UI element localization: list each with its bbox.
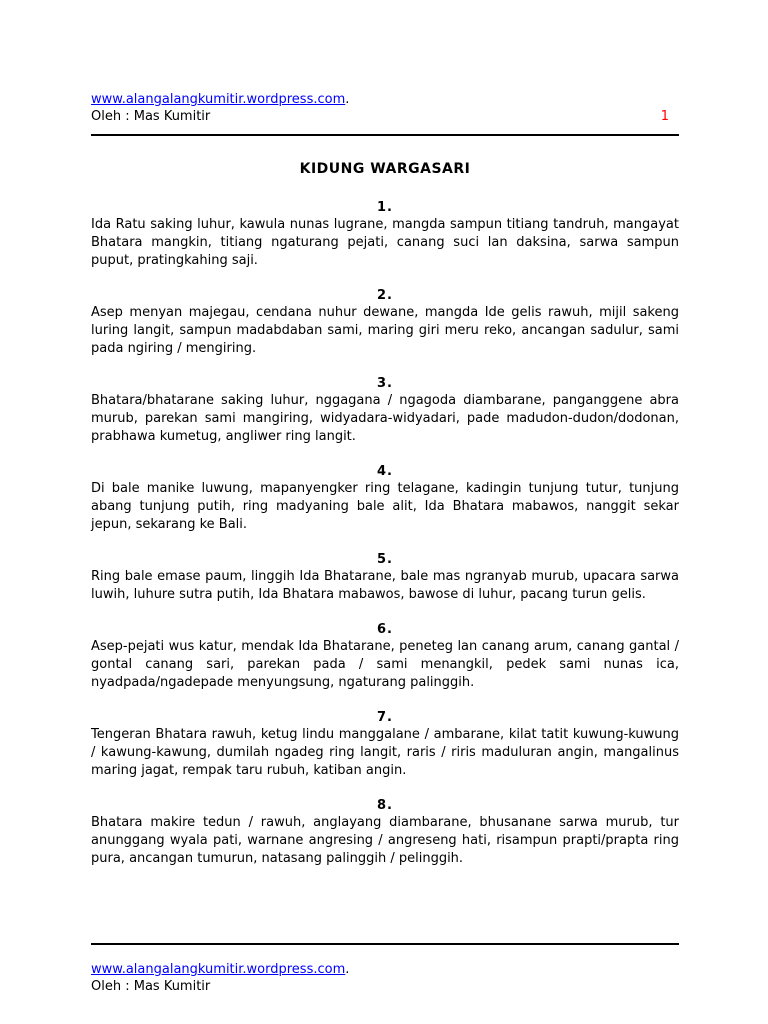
header-divider — [91, 134, 679, 136]
stanza-number: 6. — [377, 622, 393, 637]
stanza-text: Asep-pejati wus katur, mendak Ida Bhatarane, peneteg lan canang arum, canang gantal / gontal canang sari, parekan pada / sami menangkil, pedek sami nunas ica, nyadpada/ngadepade menyungsung, ngaturang palinggih. — [91, 639, 679, 690]
header-author: Oleh : Mas Kumitir — [91, 109, 211, 124]
footer-site-link[interactable]: www.alangalangkumitir.wordpress.com — [91, 962, 346, 977]
stanza — [91, 797, 679, 868]
stanza-text: Bhatara makire tedun / rawuh, anglayang diambarane, bhusanane sarwa murub, tur anunggang wyala pati, warnane angresing / angreseng hati, risampun prapti/prapta ring pura, ancangan tumurun, natasang palinggih / pelinggih. — [91, 815, 679, 866]
stanza — [91, 709, 679, 780]
stanza-number: 1. — [377, 200, 393, 215]
stanza-text: Ring bale emase paum, linggih Ida Bhatarane, bale mas ngranyab murub, upacara sarwa luwih, luhure sutra putih, Ida Bhatara mabawos, bawose di luhur, pacang turun gelis. — [91, 569, 679, 602]
stanza — [91, 463, 679, 534]
footer-dot: . — [345, 962, 350, 977]
page-number: 1 — [660, 109, 669, 124]
document-title: KIDUNG WARGASARI — [299, 161, 471, 177]
stanza-text: Bhatara/bhatarane saking luhur, nggagana / ngagoda diambarane, panganggene abra murub, parekan sami mangiring, widyadara-widyadari, pade madudon-dudon/dodonan, prabhawa kumetug, angliwer ring langit. — [91, 393, 679, 444]
header-dot: . — [345, 92, 350, 107]
stanza-number: 2. — [377, 288, 393, 303]
page-footer — [91, 961, 679, 995]
stanza-text: Tengeran Bhatara rawuh, ketug lindu manggalane / ambarane, kilat tatit kuwung-kuwung / kawung-kawung, dumilah ngadeg ring langit, raris / riris maduluran angin, mangalinus maring jagat, rempak taru rubuh, katiban angin. — [91, 727, 679, 778]
header-site-line — [91, 91, 679, 108]
footer-divider — [91, 943, 679, 945]
footer-site-line — [91, 961, 679, 978]
stanza-number: 8. — [377, 798, 393, 813]
stanza-text: Di bale manike luwung, mapanyengker ring telagane, kadingin tunjung tutur, tunjung abang tunjung putih, ring madyaning bale alit, Ida Bhatara mabawos, nanggit sekar jepun, sekarang ke Bali. — [91, 481, 679, 532]
stanza-number: 5. — [377, 552, 393, 567]
stanza-number: 4. — [377, 464, 393, 479]
stanza — [91, 375, 679, 446]
stanza-text: Ida Ratu saking luhur, kawula nunas lugrane, mangda sampun titiang tandruh, mangayat Bhatara mangkin, titiang ngaturang pejati, canang suci lan daksina, sarwa sampun puput, pratingkahing saji. — [91, 217, 679, 268]
footer-author: Oleh : Mas Kumitir — [91, 979, 211, 994]
stanza-list — [91, 199, 679, 885]
stanza — [91, 621, 679, 692]
page-header — [91, 91, 679, 125]
stanza — [91, 287, 679, 358]
stanza-number: 3. — [377, 376, 393, 391]
stanza — [91, 199, 679, 270]
stanza-number: 7. — [377, 710, 393, 725]
stanza — [91, 551, 679, 604]
header-author-row — [91, 108, 679, 125]
header-site-link[interactable]: www.alangalangkumitir.wordpress.com — [91, 92, 346, 107]
stanza-text: Asep menyan majegau, cendana nuhur dewane, mangda Ide gelis rawuh, mijil sakeng luring langit, sampun madabdaban sami, maring giri meru reko, ancangan sadulur, sami pada ngiring / mengiring. — [91, 305, 679, 356]
